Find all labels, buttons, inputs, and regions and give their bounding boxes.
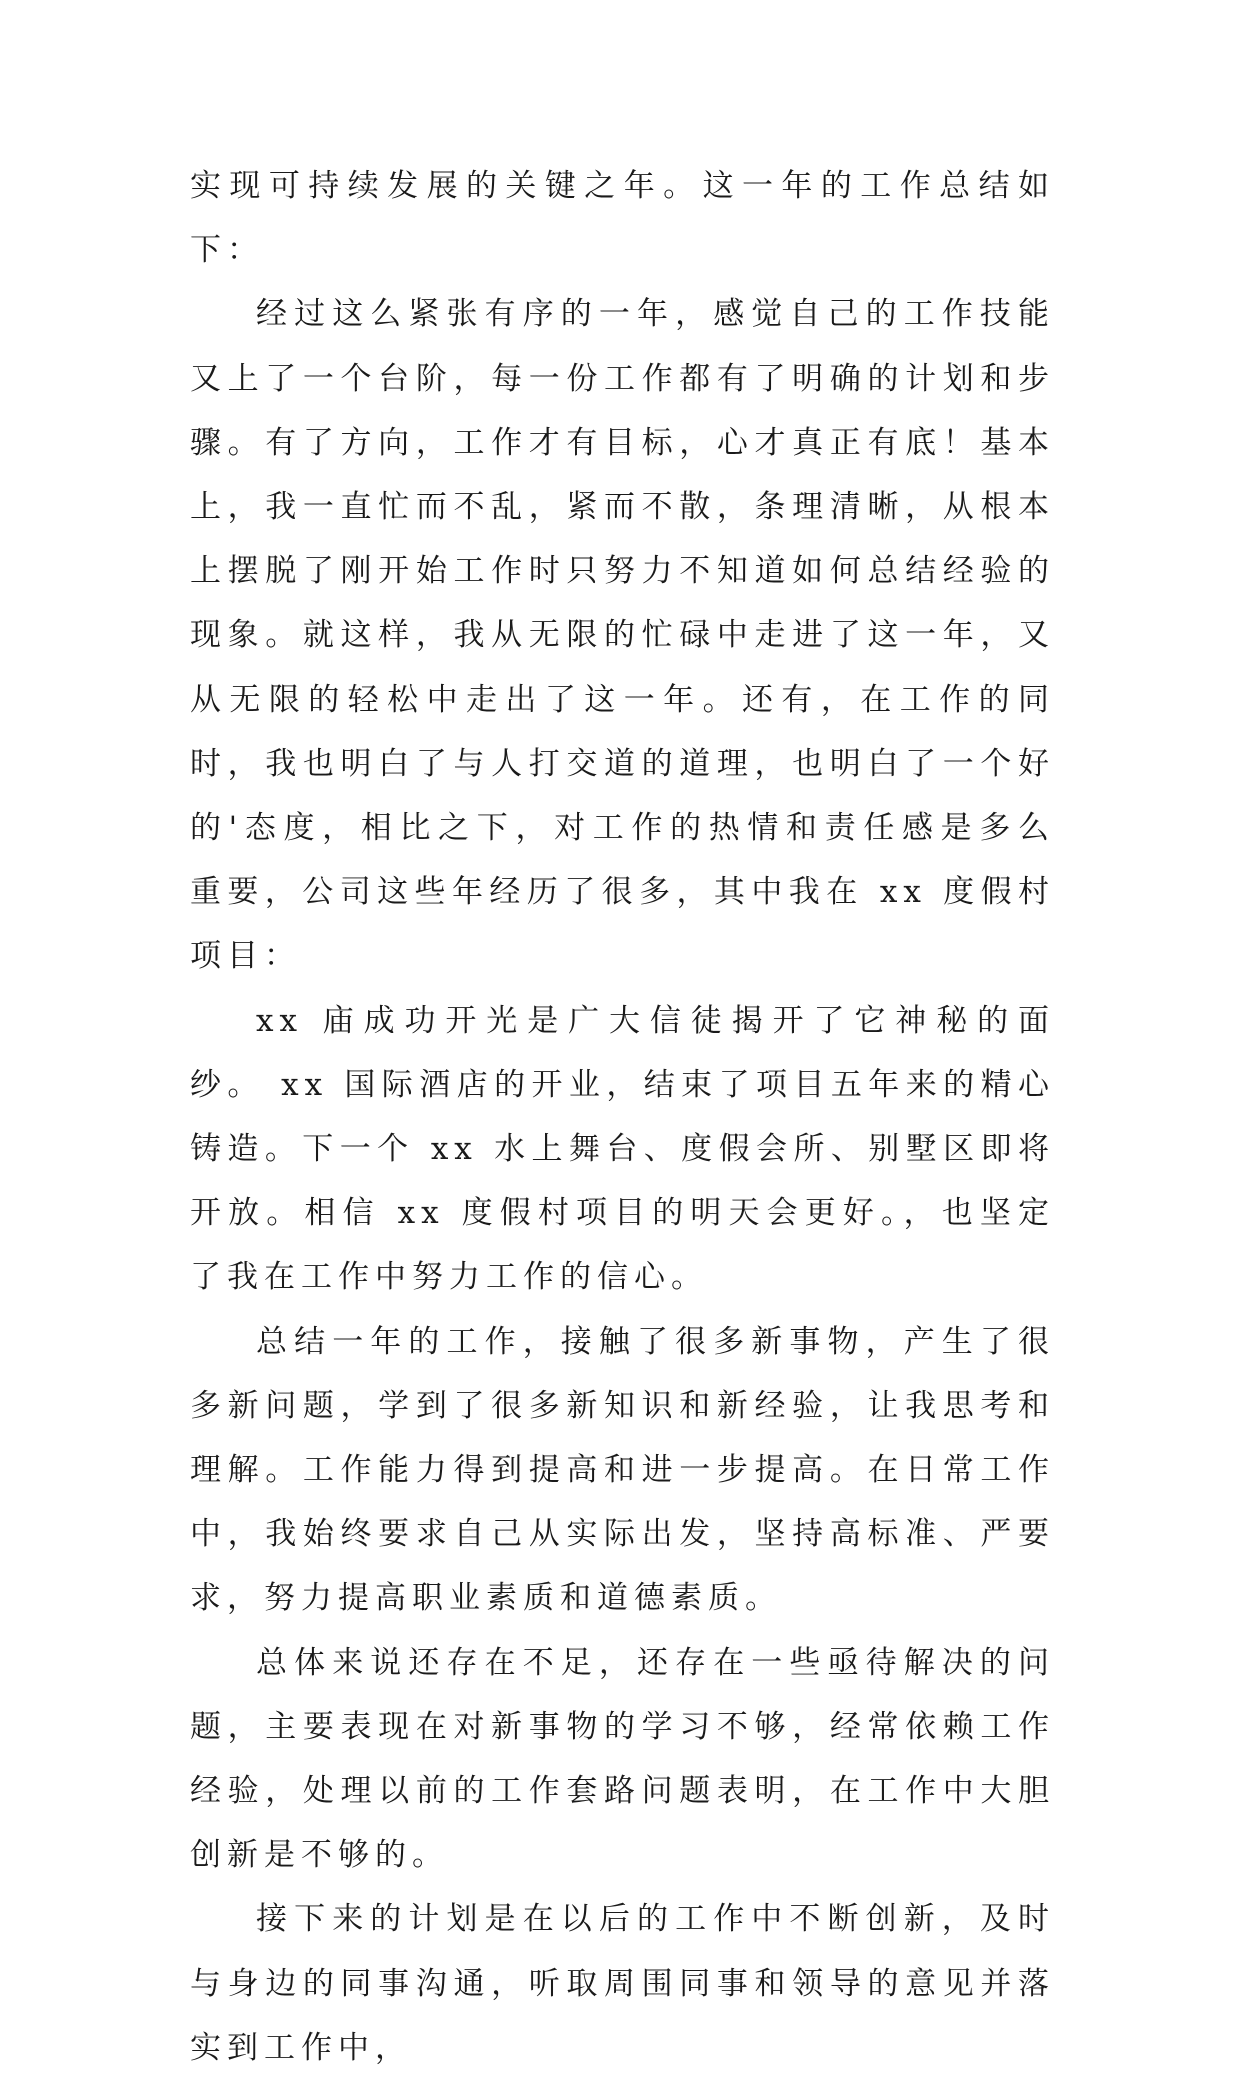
paragraph-5: 总体来说还存在不足，还存在一些亟待解决的问题，主要表现在对新事物的学习不够，经常依赖工作经验，处理以前的工作套路问题表明，在工作中大胆创新是不够的。 <box>190 1644 1055 1874</box>
document-body <box>190 154 1055 2080</box>
paragraph-3: xx 庙成功开光是广大信徒揭开了它神秘的面纱。 xx 国际酒店的开业，结束了项目五年来的精心铸造。下一个 xx 水上舞台、度假会所、别墅区即将开放。相信 xx 度假村项目的明天会更好。，也坚定了我在工作中努力工作的信心。 <box>190 1002 1055 1296</box>
paragraph-1: 实现可持续发展的关键之年。这一年的工作总结如下： <box>190 168 1055 269</box>
paragraph-2: 经过这么紧张有序的一年，感觉自己的工作技能又上了一个台阶，每一份工作都有了明确的计划和步骤。有了方向，工作才有目标，心才真正有底！基本上，我一直忙而不乱，紧而不散，条理清晰，从根本上摆脱了刚开始工作时只努力不知道如何总结经验的现象。就这样，我从无限的忙碌中走进了这一年，又从无限的轻松中走出了这一年。还有，在工作的同时，我也明白了与人打交道的道理，也明白了一个好的'态度，相比之下，对工作的热情和责任感是多么重要，公司这些年经历了很多，其中我在 xx 度假村项目： <box>190 296 1055 975</box>
paragraph-4: 总结一年的工作，接触了很多新事物，产生了很多新问题，学到了很多新知识和新经验，让我思考和理解。工作能力得到提高和进一步提高。在日常工作中，我始终要求自己从实际出发，坚持高标准、严要求，努力提高职业素质和道德素质。 <box>190 1323 1055 1617</box>
paragraph-6: 接下来的计划是在以后的工作中不断创新，及时与身边的同事沟通，听取周围同事和领导的意见并落实到工作中， <box>190 1901 1055 2066</box>
